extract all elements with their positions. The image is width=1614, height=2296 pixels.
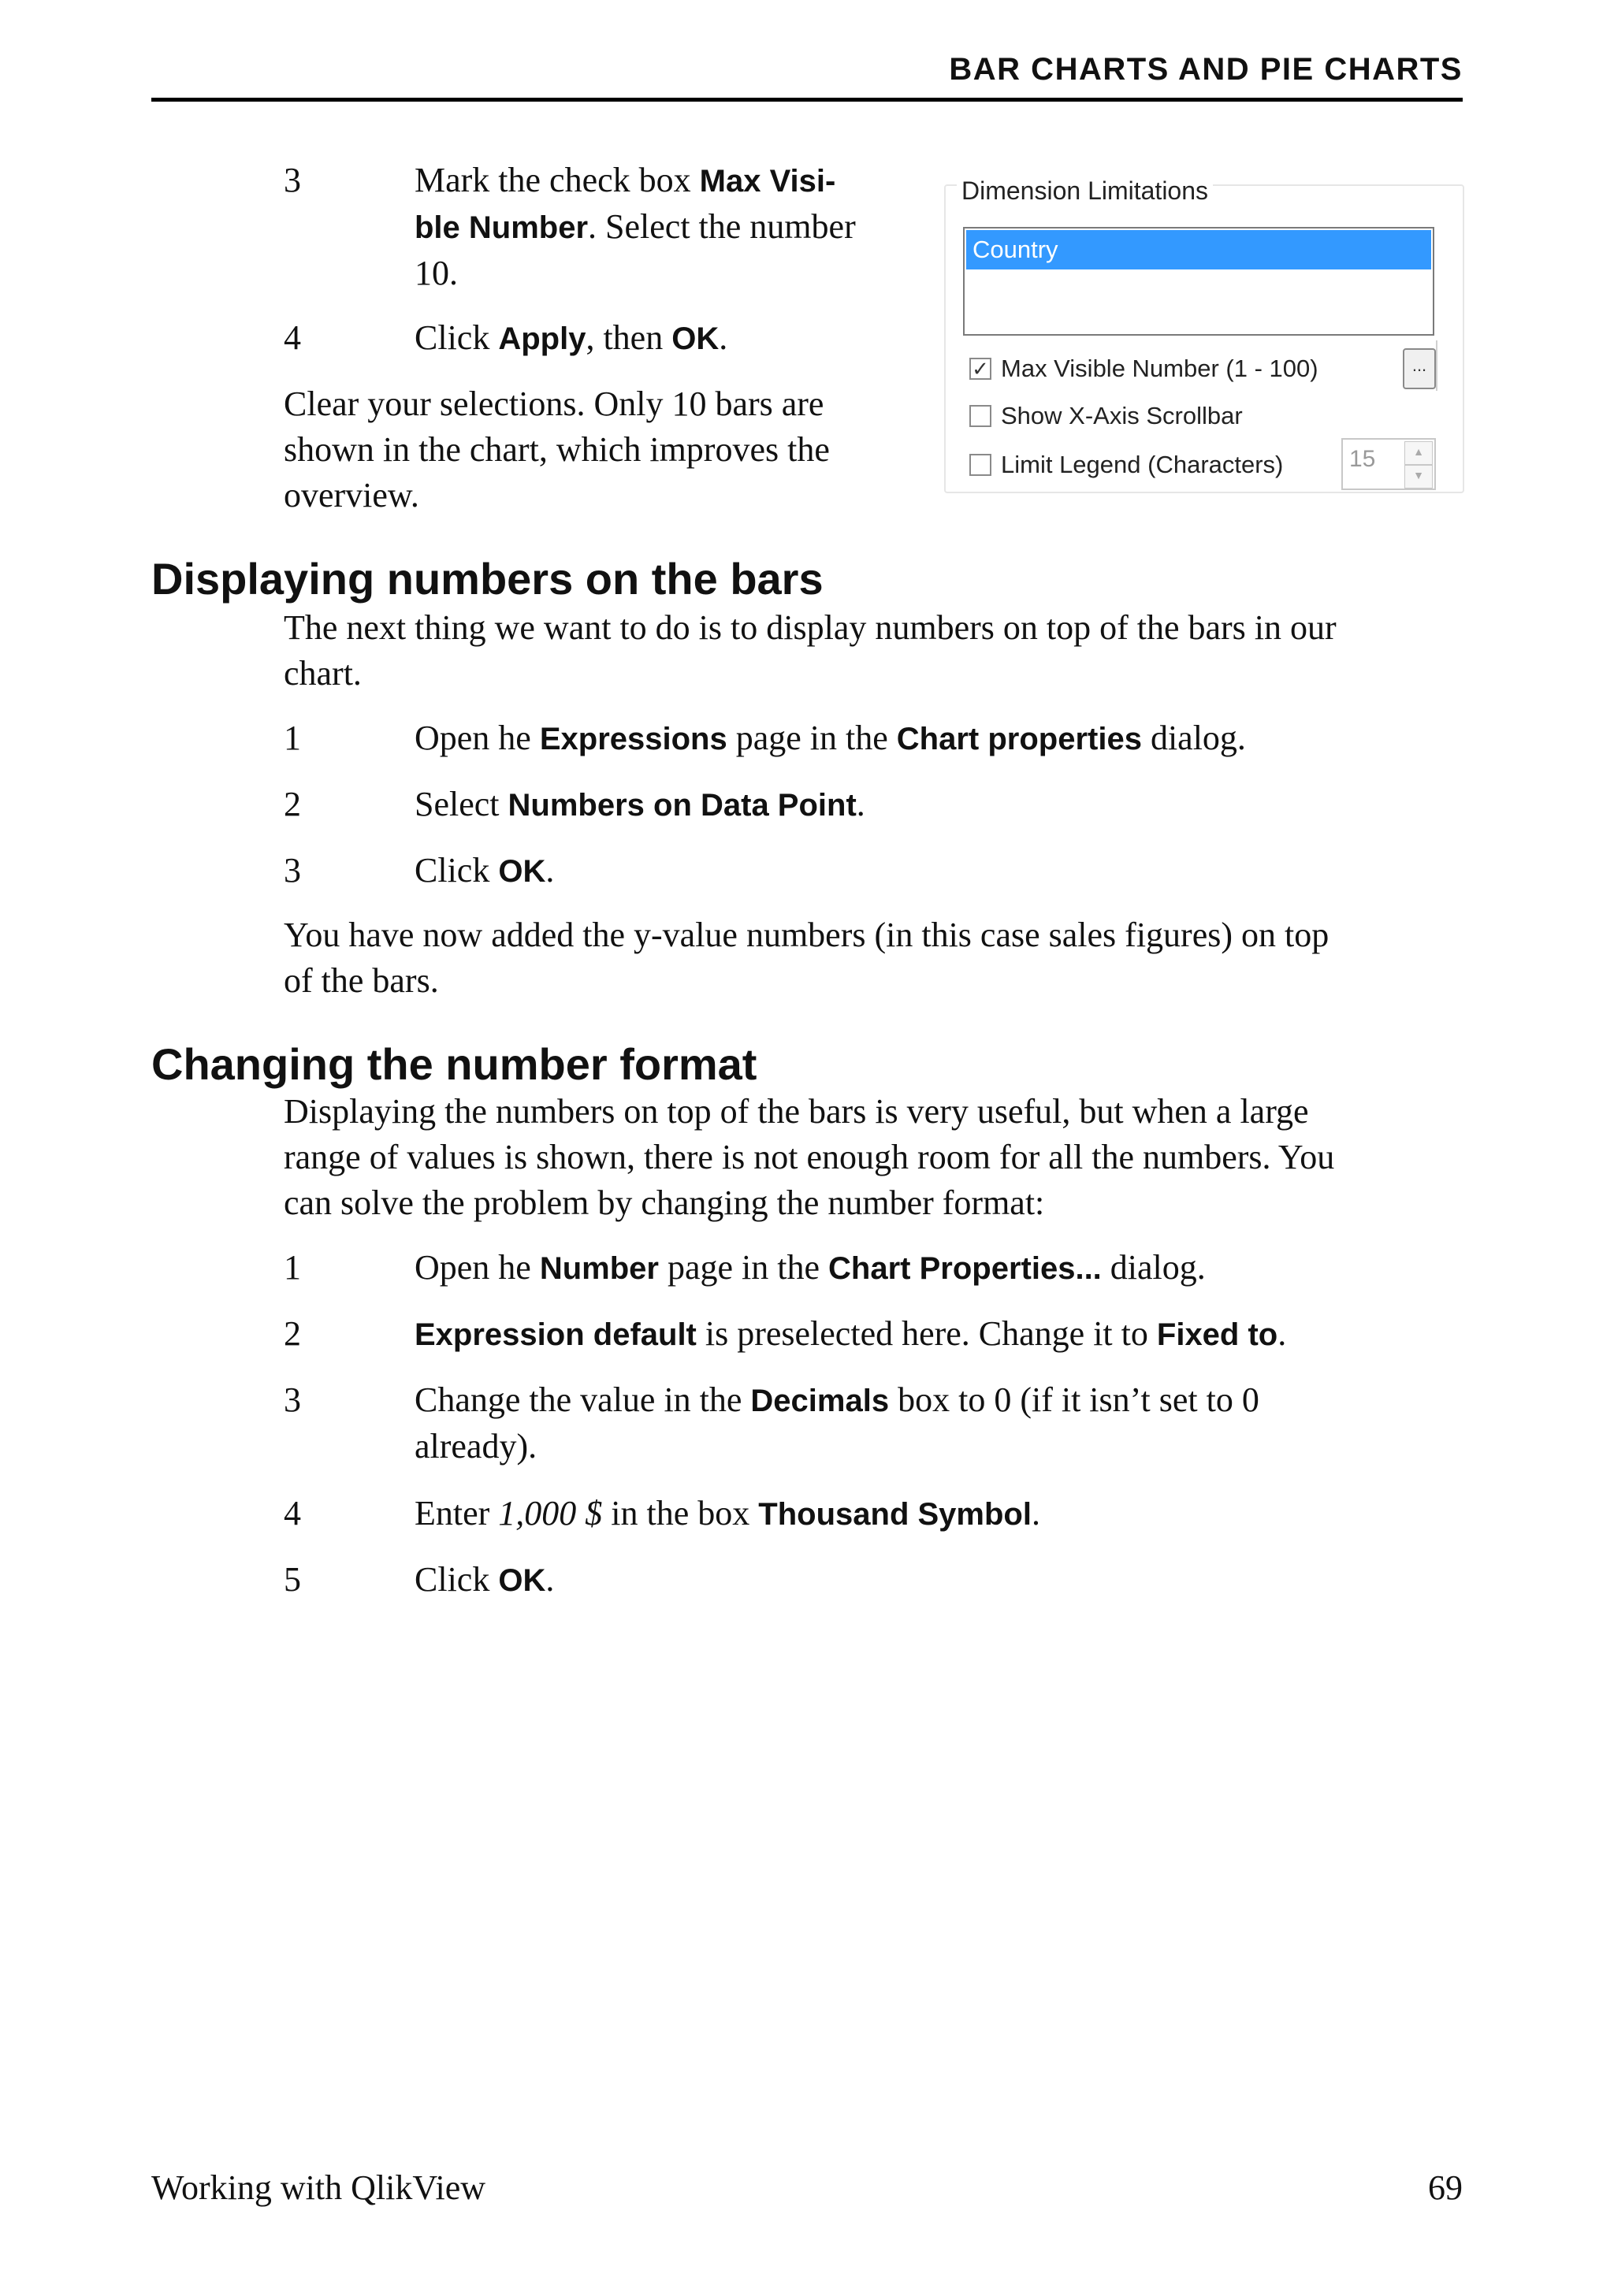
dimension-list[interactable] — [963, 227, 1434, 336]
step-number: 3 — [284, 161, 301, 199]
step-number: 1 — [284, 1248, 301, 1287]
section-heading: Displaying numbers on the bars — [151, 554, 824, 604]
bold-term: Thousand Symbol — [758, 1497, 1032, 1532]
paragraph: You have now added the y-value numbers (in this case sales figures) on top of the bars. — [284, 916, 1330, 1000]
bold-term: Numbers on Data Point — [508, 788, 857, 823]
step-text: Click OK. — [415, 1560, 555, 1599]
step-text: Open he Expressions page in the Chart properties dialog. — [415, 719, 1246, 757]
section-heading: Changing the number format — [151, 1039, 757, 1089]
option-label: Max Visible Number (1 - 100) — [1001, 355, 1318, 382]
bold-term: Number — [539, 1251, 659, 1286]
bold-term: Expressions — [539, 722, 727, 756]
bold-term: Chart properties — [896, 722, 1142, 756]
step-text: Select Numbers on Data Point. — [415, 785, 865, 823]
page-number: 69 — [1428, 2168, 1463, 2207]
limit-legend-checkbox[interactable] — [969, 454, 991, 476]
paragraph: The next thing we want to do is to display numbers on top of the bars in our chart. — [284, 608, 1337, 693]
paragraph: Clear your selections. Only 10 bars are shown in the chart, which improves the overview. — [284, 385, 830, 515]
step-text: Enter 1,000 $ in the box Thousand Symbol. — [415, 1494, 1040, 1533]
dimension-limitations-panel — [944, 176, 1463, 490]
max-visible-checkbox[interactable]: ✓ — [969, 358, 991, 380]
option-label: Show X-Axis Scrollbar — [1001, 402, 1243, 429]
step-number: 2 — [284, 1314, 301, 1353]
italic-term: 1,000 $ — [498, 1494, 603, 1533]
step-text: Click Apply, then OK. — [415, 318, 728, 357]
groupbox-frame — [944, 176, 1464, 493]
bold-term: OK — [671, 321, 720, 356]
chevron-down-icon[interactable]: ▼ — [1404, 465, 1433, 489]
option-label: Limit Legend (Characters) — [1001, 451, 1284, 478]
paragraph: Displaying the numbers on top of the bars is very useful, but when a large range of values is shown, there is not enough room for all the numbers. You can solve the problem by changing the number format: — [284, 1092, 1335, 1222]
chevron-up-icon[interactable]: ▲ — [1404, 441, 1433, 465]
list-item[interactable]: Country — [966, 230, 1431, 269]
groupbox-title: Dimension Limitations — [957, 176, 1213, 206]
step-number: 3 — [284, 851, 301, 890]
header-rule — [151, 98, 1463, 102]
step-number: 3 — [284, 1380, 301, 1419]
step-number: 1 — [284, 719, 301, 757]
bold-term: OK — [498, 1563, 546, 1598]
scrollbar-checkbox[interactable] — [969, 405, 991, 427]
step-line: ble Number. Select the number — [415, 207, 856, 246]
legend-characters-stepper[interactable] — [1341, 438, 1436, 490]
bold-term: Decimals — [750, 1384, 890, 1418]
bold-term: ble Number — [415, 210, 589, 245]
step-line: 10. — [415, 254, 458, 292]
bold-term: Expression default — [415, 1317, 697, 1352]
bold-term: OK — [498, 854, 546, 889]
bold-term: Max Visi- — [699, 164, 836, 199]
stepper-value: 15 — [1349, 446, 1376, 472]
step-number: 4 — [284, 1494, 301, 1533]
step-text: Expression default is preselected here. Change it to Fixed to. — [415, 1314, 1287, 1353]
step-text: Click OK. — [415, 851, 555, 890]
bold-term: Chart Properties... — [828, 1251, 1102, 1286]
step-number: 5 — [284, 1560, 301, 1599]
running-header: BAR CHARTS AND PIE CHARTS — [949, 52, 1463, 87]
bold-term: Fixed to — [1156, 1317, 1278, 1352]
step-text: Open he Number page in the Chart Properties... dialog. — [415, 1248, 1206, 1287]
step-line: Mark the check box Max Visi- — [415, 161, 836, 199]
step-number: 2 — [284, 785, 301, 823]
footer-book-title: Working with QlikView — [151, 2168, 485, 2207]
browse-button[interactable]: ... — [1403, 348, 1436, 389]
bold-term: Apply — [498, 321, 586, 356]
step-number: 4 — [284, 318, 301, 357]
step-text: Change the value in the Decimals box to 0 (if it isn’t set to 0 already). — [415, 1380, 1259, 1466]
